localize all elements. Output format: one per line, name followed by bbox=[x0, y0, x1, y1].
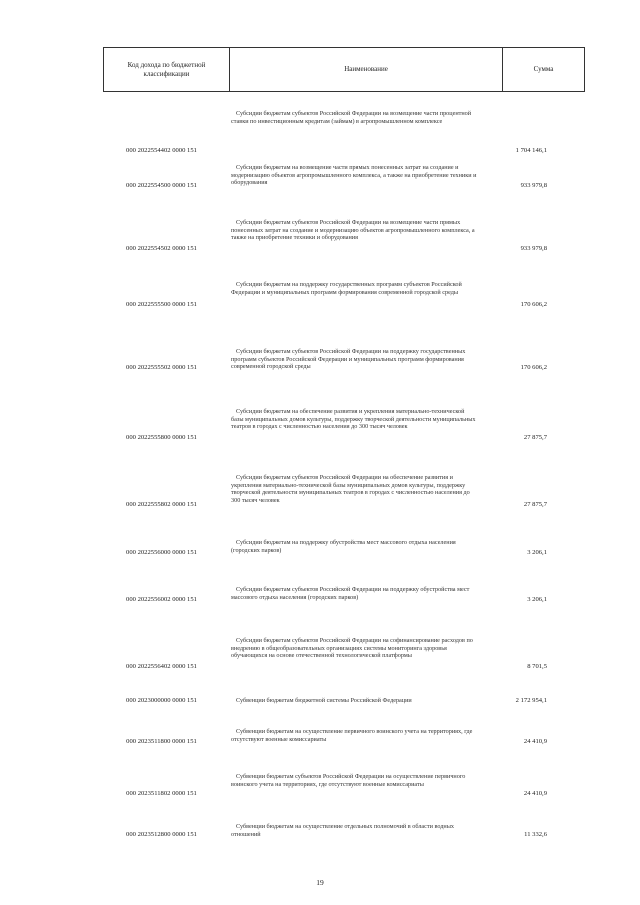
row-name: Субсидии бюджетам субъектов Российской Федерации на обеспечение развития и укрепления материально-технической базы муниципальных домов культуры, поддержку творческой деятельности муниципальных театров в городах с численностью населения до 300 тысяч человек bbox=[231, 474, 470, 504]
row-name: Субсидии бюджетам субъектов Российской Федерации на поддержку государственных программ субъектов Российской Федерации и муниципальных программ формирования современной городской среды bbox=[231, 348, 466, 371]
row-code: 000 2022555502 0000 151 bbox=[126, 364, 197, 371]
row-sum: 170 606,2 bbox=[520, 364, 547, 371]
row-sum: 27 875,7 bbox=[523, 434, 547, 441]
row-name: Субвенции бюджетам бюджетной системы Российской Федерации bbox=[236, 697, 412, 704]
row-sum: 8 701,5 bbox=[527, 663, 547, 670]
row-name: Субсидии бюджетам субъектов Российской Федерации на поддержку обустройства мест массового отдыха населения (городских парков) bbox=[231, 586, 470, 601]
row-name: Субсидии бюджетам на поддержку государственных программ субъектов Российской Федерации и муниципальных программ формирования современной городской среды bbox=[231, 281, 462, 296]
row-code: 000 2022555802 0000 151 bbox=[126, 501, 197, 508]
row-sum: 933 979,8 bbox=[520, 182, 547, 189]
header-code-cell: Код дохода по бюджетной классификации bbox=[104, 48, 230, 92]
header-name-cell: Наименование bbox=[230, 48, 503, 92]
row-sum: 933 979,8 bbox=[520, 245, 547, 252]
row-name: Субвенции бюджетам субъектов Российской Федерации на осуществление первичного воинского учета на территориях, где отсутствуют военные комиссариаты bbox=[231, 773, 466, 788]
row-name: Субсидии бюджетам на обеспечение развития и укрепления материально-технической базы муниципальных домов культуры, поддержку творческой деятельности муниципальных театров в городах с численностью населения до 300 тысяч человек bbox=[231, 408, 476, 431]
row-code: 000 2023512800 0000 151 bbox=[126, 831, 197, 838]
row-sum: 1 704 146,1 bbox=[515, 147, 547, 154]
page-number: 19 bbox=[316, 878, 324, 887]
row-name: Субсидии бюджетам субъектов Российской Федерации на софинансирование расходов по внедрению в общеобразовательных организациях системы мониторинга здоровья обучающихся на основе отечественной технологической платформы bbox=[231, 637, 473, 660]
row-code: 000 2022554402 0000 151 bbox=[126, 147, 197, 154]
row-name: Субвенции бюджетам на осуществление отдельных полномочий в области водных отношений bbox=[231, 823, 454, 838]
row-name: Субвенции бюджетам на осуществление первичного воинского учета на территориях, где отсутствуют военные комиссариаты bbox=[231, 728, 473, 743]
row-code: 000 2022555500 0000 151 bbox=[126, 301, 197, 308]
row-code: 000 2022555800 0000 151 bbox=[126, 434, 197, 441]
row-sum: 24 410,9 bbox=[523, 790, 547, 797]
row-sum: 2 172 954,1 bbox=[515, 697, 547, 704]
header-sum-cell: Сумма bbox=[503, 48, 585, 92]
table-header bbox=[103, 47, 585, 92]
row-code: 000 2022556000 0000 151 bbox=[126, 549, 197, 556]
row-sum: 3 206,1 bbox=[527, 596, 547, 603]
row-sum: 24 410,9 bbox=[523, 738, 547, 745]
row-name: Субсидии бюджетам субъектов Российской Федерации на возмещение части процентной ставки по инвестиционным кредитам (займам) в агропромышленном комплексе bbox=[231, 110, 472, 125]
row-sum: 3 206,1 bbox=[527, 549, 547, 556]
row-code: 000 2022554500 0000 151 bbox=[126, 182, 197, 189]
row-code: 000 2022554502 0000 151 bbox=[126, 245, 197, 252]
row-code: 000 2023000000 0000 151 bbox=[126, 697, 197, 704]
header-row bbox=[104, 48, 585, 92]
row-name: Субсидии бюджетам субъектов Российской Федерации на возмещение части прямых понесенных затрат на создание и модернизацию объектов агропромышленного комплекса, а также на приобретение техники и оборудования bbox=[231, 219, 475, 242]
row-sum: 27 875,7 bbox=[523, 501, 547, 508]
row-code: 000 2022556002 0000 151 bbox=[126, 596, 197, 603]
row-code: 000 2022556402 0000 151 bbox=[126, 663, 197, 670]
row-sum: 11 332,6 bbox=[524, 831, 547, 838]
row-code: 000 2023511800 0000 151 bbox=[126, 738, 197, 745]
row-name: Субсидии бюджетам на возмещение части прямых понесенных затрат на создание и модернизацию объектов агропромышленного комплекса, а также на приобретение техники и оборудования bbox=[231, 164, 477, 187]
row-code: 000 2023511802 0000 151 bbox=[126, 790, 197, 797]
row-sum: 170 606,2 bbox=[520, 301, 547, 308]
row-name: Субсидии бюджетам на поддержку обустройства мест массового отдыха населения (городских парков) bbox=[231, 539, 456, 554]
